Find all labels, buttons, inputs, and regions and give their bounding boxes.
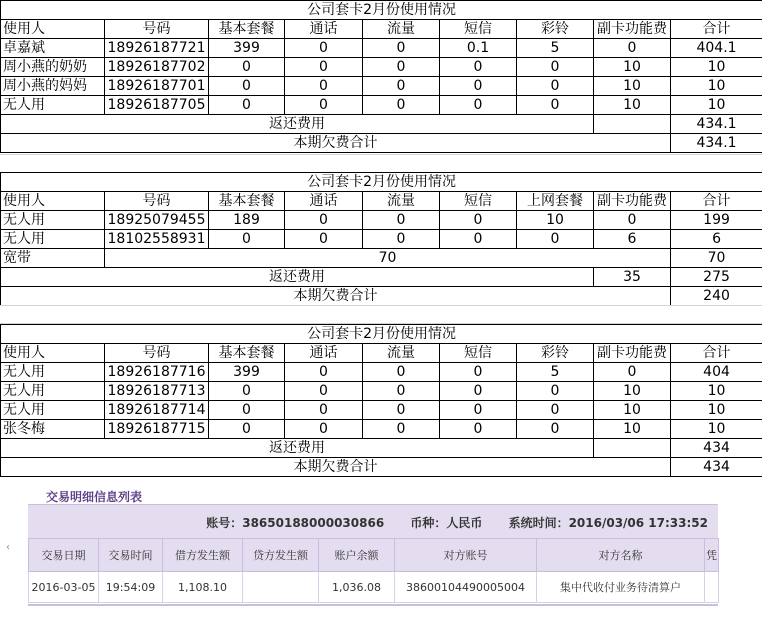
cell: 0 <box>440 230 517 249</box>
col-header: 合计 <box>671 192 762 211</box>
cell: 10 <box>671 420 762 439</box>
cell: 10 <box>517 211 594 230</box>
cell: 0.1 <box>440 39 517 58</box>
cell: 0 <box>594 39 671 58</box>
col-header: 合计 <box>671 344 762 363</box>
cell: 周小燕的奶奶 <box>1 58 105 77</box>
cell: 无人用 <box>1 211 105 230</box>
due-row <box>1 287 762 306</box>
col-header: 副卡功能费 <box>594 344 671 363</box>
refund-label: 返还费用 <box>1 439 594 458</box>
system-time: 系统时间：2016/03/06 17:33:52 <box>508 516 708 530</box>
usage-table-1 <box>0 0 762 153</box>
bank-transaction-panel <box>6 480 762 630</box>
cell: 0 <box>440 58 517 77</box>
cell: 0 <box>363 77 440 96</box>
cell: 0 <box>517 420 594 439</box>
cell: 0 <box>363 401 440 420</box>
cell: 10 <box>594 401 671 420</box>
col-header[interactable]: 对方账号 <box>395 539 537 572</box>
header-row <box>1 344 762 363</box>
cell: 0 <box>363 39 440 58</box>
cell: 18926187701 <box>105 77 209 96</box>
col-header[interactable]: 凭 <box>705 539 719 572</box>
col-header: 流量 <box>363 192 440 211</box>
cell: 10 <box>671 58 762 77</box>
chevron-left-icon[interactable]: ‹ <box>6 542 10 553</box>
cell: 1,036.08 <box>319 572 395 603</box>
cell: 0 <box>209 230 285 249</box>
account-info <box>184 514 708 531</box>
cell: 399 <box>209 363 285 382</box>
due-total: 434.1 <box>671 134 762 153</box>
broadband-value: 70 <box>105 249 671 268</box>
table-title: 公司套卡2月份使用情况 <box>1 173 762 192</box>
cell: 10 <box>594 58 671 77</box>
cell: 10 <box>671 96 762 115</box>
blank-row <box>0 305 762 324</box>
refund-label: 返还费用 <box>1 268 594 287</box>
currency: 币种：人民币 <box>410 516 483 530</box>
usage-table-2 <box>0 172 762 306</box>
cell: 0 <box>285 420 363 439</box>
cell: 10 <box>594 382 671 401</box>
cell: 0 <box>285 230 363 249</box>
cell: 18926187702 <box>105 58 209 77</box>
cell: 0 <box>285 39 363 58</box>
refund-row <box>1 439 762 458</box>
cell: 18926187705 <box>105 96 209 115</box>
cell: 404 <box>671 363 762 382</box>
panel-title: 交易明细信息列表 <box>46 490 143 504</box>
table-row[interactable] <box>29 572 719 603</box>
cell: 无人用 <box>1 363 105 382</box>
cell: 0 <box>209 77 285 96</box>
panel-bottom-border <box>28 604 718 606</box>
col-header: 号码 <box>105 344 209 363</box>
cell: 0 <box>517 382 594 401</box>
cell: 18925079455 <box>105 211 209 230</box>
cell: 1,108.10 <box>163 572 243 603</box>
cell: 0 <box>285 382 363 401</box>
header-row <box>29 539 719 572</box>
col-header: 使用人 <box>1 192 105 211</box>
table-row <box>1 58 762 77</box>
col-header: 通话 <box>285 192 363 211</box>
table-row <box>1 363 762 382</box>
cell: 18926187713 <box>105 382 209 401</box>
cell: 18926187721 <box>105 39 209 58</box>
cell: 周小燕的妈妈 <box>1 77 105 96</box>
refund-value: 35 <box>594 268 671 287</box>
cell: 0 <box>440 96 517 115</box>
col-header: 基本套餐 <box>209 20 285 39</box>
col-header[interactable]: 借方发生额 <box>163 539 243 572</box>
col-header: 流量 <box>363 20 440 39</box>
cell: 0 <box>285 401 363 420</box>
col-header: 短信 <box>440 344 517 363</box>
table-row <box>1 420 762 439</box>
refund-total: 275 <box>671 268 762 287</box>
table-row <box>1 211 762 230</box>
cell: 0 <box>517 401 594 420</box>
refund-total: 434 <box>671 439 762 458</box>
usage-table-3 <box>0 324 762 477</box>
table-row <box>1 382 762 401</box>
cell: 0 <box>209 401 285 420</box>
col-header: 流量 <box>363 344 440 363</box>
col-header: 使用人 <box>1 344 105 363</box>
cell: 10 <box>671 77 762 96</box>
table-row <box>1 77 762 96</box>
table-title: 公司套卡2月份使用情况 <box>1 1 762 20</box>
cell: 0 <box>517 230 594 249</box>
cell: 0 <box>594 363 671 382</box>
col-header[interactable]: 账户余额 <box>319 539 395 572</box>
due-label: 本期欠费合计 <box>1 458 671 477</box>
table-title: 公司套卡2月份使用情况 <box>1 325 762 344</box>
cell: 19:54:09 <box>99 572 163 603</box>
cell: 无人用 <box>1 230 105 249</box>
cell: 10 <box>594 77 671 96</box>
refund-value <box>594 115 671 134</box>
col-header: 号码 <box>105 20 209 39</box>
cell: 无人用 <box>1 96 105 115</box>
col-header: 基本套餐 <box>209 344 285 363</box>
col-header[interactable]: 对方名称 <box>537 539 705 572</box>
broadband-total: 70 <box>671 249 762 268</box>
cell: 18926187715 <box>105 420 209 439</box>
blank-row <box>0 154 762 173</box>
cell: 0 <box>209 382 285 401</box>
cell: 卓嘉斌 <box>1 39 105 58</box>
cell: 189 <box>209 211 285 230</box>
cell: 6 <box>671 230 762 249</box>
col-header: 副卡功能费 <box>594 192 671 211</box>
col-header: 合计 <box>671 20 762 39</box>
table-row <box>1 39 762 58</box>
table-row <box>1 96 762 115</box>
cell: 0 <box>363 230 440 249</box>
cell: 18926187714 <box>105 401 209 420</box>
due-total: 434 <box>671 458 762 477</box>
cell: 18102558931 <box>105 230 209 249</box>
refund-row <box>1 268 762 287</box>
col-header[interactable]: 交易日期 <box>29 539 99 572</box>
cell: 10 <box>671 401 762 420</box>
cell: 0 <box>209 420 285 439</box>
cell: 集中代收付业务待清算户 <box>537 572 705 603</box>
cell <box>243 572 319 603</box>
cell: 404.1 <box>671 39 762 58</box>
cell: 6 <box>594 230 671 249</box>
transaction-table <box>28 538 719 603</box>
table-title-row <box>1 1 762 20</box>
col-header: 上网套餐 <box>517 192 594 211</box>
cell: 0 <box>594 211 671 230</box>
account-number: 账号：38650188000030866 <box>206 516 385 530</box>
table-title-row <box>1 325 762 344</box>
table-row <box>1 401 762 420</box>
refund-total: 434.1 <box>671 115 762 134</box>
cell: 10 <box>671 382 762 401</box>
cell: 5 <box>517 363 594 382</box>
refund-label: 返还费用 <box>1 115 594 134</box>
cell: 0 <box>363 96 440 115</box>
cell: 0 <box>363 363 440 382</box>
refund-row <box>1 115 762 134</box>
cell: 0 <box>363 420 440 439</box>
due-row <box>1 134 762 153</box>
broadband-row <box>1 249 762 268</box>
cell: 0 <box>285 211 363 230</box>
cell: 0 <box>363 58 440 77</box>
cell: 10 <box>594 96 671 115</box>
table-row <box>1 230 762 249</box>
col-header: 短信 <box>440 20 517 39</box>
col-header: 通话 <box>285 344 363 363</box>
cell: 0 <box>440 211 517 230</box>
cell: 无人用 <box>1 382 105 401</box>
cell: 199 <box>671 211 762 230</box>
cell: 0 <box>285 58 363 77</box>
col-header: 号码 <box>105 192 209 211</box>
broadband-label: 宽带 <box>1 249 105 268</box>
cell: 0 <box>440 363 517 382</box>
cell: 0 <box>440 420 517 439</box>
col-header: 使用人 <box>1 20 105 39</box>
due-label: 本期欠费合计 <box>1 287 671 306</box>
header-row <box>1 192 762 211</box>
table-title-row <box>1 173 762 192</box>
cell: 399 <box>209 39 285 58</box>
cell: 0 <box>285 363 363 382</box>
col-header[interactable]: 交易时间 <box>99 539 163 572</box>
due-row <box>1 458 762 477</box>
refund-value <box>594 439 671 458</box>
col-header: 彩铃 <box>517 20 594 39</box>
cell: 0 <box>440 382 517 401</box>
header-row <box>1 20 762 39</box>
cell <box>705 572 719 603</box>
cell: 张冬梅 <box>1 420 105 439</box>
col-header: 副卡功能费 <box>594 20 671 39</box>
col-header[interactable]: 贷方发生额 <box>243 539 319 572</box>
col-header: 基本套餐 <box>209 192 285 211</box>
col-header: 短信 <box>440 192 517 211</box>
cell: 0 <box>285 77 363 96</box>
col-header: 彩铃 <box>517 344 594 363</box>
cell: 0 <box>285 96 363 115</box>
due-total: 240 <box>671 287 762 306</box>
cell: 0 <box>517 58 594 77</box>
cell: 5 <box>517 39 594 58</box>
cell: 0 <box>517 96 594 115</box>
cell: 38600104490005004 <box>395 572 537 603</box>
cell: 18926187716 <box>105 363 209 382</box>
cell: 10 <box>594 420 671 439</box>
cell: 0 <box>440 401 517 420</box>
cell: 0 <box>363 211 440 230</box>
col-header: 通话 <box>285 20 363 39</box>
due-label: 本期欠费合计 <box>1 134 671 153</box>
cell: 2016-03-05 <box>29 572 99 603</box>
cell: 0 <box>209 96 285 115</box>
cell: 0 <box>440 77 517 96</box>
cell: 无人用 <box>1 401 105 420</box>
cell: 0 <box>363 382 440 401</box>
account-info-bar <box>28 504 718 539</box>
cell: 0 <box>517 77 594 96</box>
cell: 0 <box>209 58 285 77</box>
